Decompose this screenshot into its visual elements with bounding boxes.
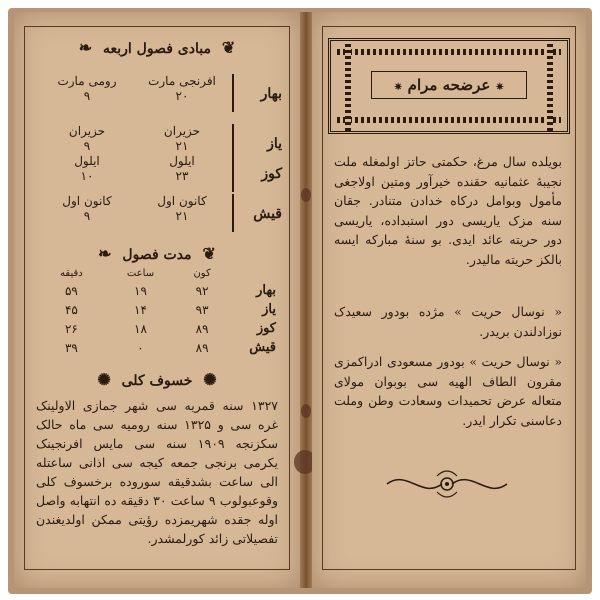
season-name: بهار <box>260 86 282 102</box>
rumi-day: ۹ <box>83 209 91 223</box>
title-ornament-frame <box>328 38 570 134</box>
minute-cell: ۵۹ <box>64 283 78 298</box>
star-ornament-icon: ✺ <box>203 370 217 389</box>
season-name: قیش <box>253 206 282 222</box>
star-ornament-icon: ✺ <box>97 370 111 389</box>
frank-day: ۲۱ <box>175 139 189 153</box>
frank-day: ۲۳ <box>175 169 189 183</box>
book-spine <box>300 12 312 588</box>
seasons-start-heading <box>14 38 300 57</box>
eclipse-paragraph: ۱۳۲۷ سنه قمریه سی شهر جمازی الاولینک غره سی و ۱۳۲۵ سنه رومیه سی ماه حالک سکزنجه ۱۹۰۹ سنه سی مایس افرنجینک یکرمی برنجی جمعه کیجه سی اذانی ساعتله الی ساعت بشدقیقه سوروده برخسوف کلی وقوعبولوب ۹ ساعت ۳۰ دقیقه ده انتهابه واصل اوله جقده شهریمزده رؤیتی ممکن اولدیغندن تفصیلاتی زائد کورلمشدر. <box>36 398 278 546</box>
hour-cell: ۱۸ <box>134 321 147 336</box>
frank-date <box>142 124 222 154</box>
star-ornament-icon: ✷ <box>394 82 403 93</box>
title-bar-top <box>337 49 561 55</box>
frank-date <box>142 194 222 224</box>
right-page-title: عرضحه مرام <box>407 76 491 94</box>
frank-label: افرنجی <box>179 74 216 88</box>
leaf-ornament-icon: ❧ <box>78 38 93 57</box>
right-page <box>312 12 586 588</box>
seasons-duration-title: مدت فصول <box>122 247 192 263</box>
table-row <box>40 319 276 338</box>
binding-hole <box>301 188 311 202</box>
left-page <box>14 12 300 588</box>
intro-paragraph-3: « نوسال حریت » بودور مسعودی ادراکمزی مقرون الطاف الهیه سی بوبوان مولای متعاله عرض تحمیدات وسعادت وطن وملت دعاسنی تکرار ایدر. <box>334 354 562 428</box>
table-row <box>40 300 276 319</box>
season-start-row <box>38 194 282 234</box>
intro-paragraph-1: بویلده سال مرغ، حکمتی حاتز اولمغله ملت نجیبهٔ عثمانیه حقنده خیرآور ومتین اولاجغی مأمول وبوامل درکاه خدادن متنادر. جقان سنه مزک یاریسی دور استبداده، یاریسی دور حریته عائد ایدی. بو سنهٔ مبارکه ایسه بالکز حریته مالیدر. <box>334 154 562 267</box>
rumi-month: مارت <box>57 74 85 88</box>
rumi-day: ۱۰ <box>80 169 94 183</box>
seasons-duration-table <box>40 266 276 357</box>
title-box <box>371 71 527 99</box>
rumi-date <box>42 154 132 184</box>
brace-divider <box>232 194 234 232</box>
title-bar-bottom <box>337 117 561 123</box>
rumi-date <box>42 74 132 104</box>
minute-cell: ۲۶ <box>64 321 78 336</box>
frank-month: حزیران <box>163 124 201 138</box>
rumi-date <box>42 124 132 154</box>
end-ornament-icon <box>382 464 512 504</box>
day-cell: ۸۹ <box>195 321 209 336</box>
rumi-month: کانون اول <box>62 194 112 208</box>
season-name: کوز <box>261 166 282 182</box>
title-post-right <box>547 41 553 131</box>
season-cell: قیش <box>249 340 276 355</box>
rumi-date <box>42 194 132 224</box>
leaf-ornament-icon: ❦ <box>221 38 236 57</box>
season-cell: یاز <box>262 302 276 317</box>
frank-day: ۲۱ <box>175 209 189 223</box>
title-post-left <box>345 41 351 131</box>
minute-col-header: دقیقه <box>60 268 83 279</box>
season-name: یاز <box>267 136 282 152</box>
eclipse-heading <box>14 370 300 389</box>
season-col-header <box>226 266 276 281</box>
day-cell: ۹۲ <box>195 283 209 298</box>
season-start-row <box>38 74 282 114</box>
hour-col-header: ساعت <box>126 268 155 279</box>
hour-cell: ۱۹ <box>134 283 147 298</box>
season-start-row <box>38 154 282 194</box>
frank-month: مارت <box>148 74 176 88</box>
leaf-ornament-icon: ❧ <box>98 244 112 263</box>
rumi-label: رومی <box>88 74 117 88</box>
rumi-month: حزیران <box>68 124 106 138</box>
table-row <box>40 338 276 357</box>
hour-cell: ۰ <box>137 340 144 355</box>
star-ornament-icon: ✷ <box>495 82 504 93</box>
frank-month: ایلول <box>169 154 195 168</box>
intro-paragraph-2: « نوسال حریت » مژده بودور سعیدک نوزادلندن بریدر. <box>334 304 562 339</box>
frank-date <box>142 154 222 184</box>
day-col-header: کون <box>193 268 211 279</box>
day-cell: ۹۳ <box>195 302 209 317</box>
frank-day: ۲۰ <box>175 89 189 103</box>
frank-month: کانون اول <box>157 194 207 208</box>
season-cell: بهار <box>256 283 276 298</box>
rumi-day: ۹ <box>83 89 91 103</box>
table-header-row <box>40 266 276 281</box>
booklet <box>8 8 592 594</box>
season-cell: کوز <box>256 321 276 336</box>
hour-cell: ۱۴ <box>134 302 147 317</box>
day-cell: ۸۹ <box>195 340 209 355</box>
brace-divider <box>232 154 234 192</box>
rumi-month: ایلول <box>74 154 100 168</box>
minute-cell: ۳۹ <box>64 340 78 355</box>
seasons-start-title: مبادی فصول اربعه <box>103 41 211 57</box>
binding-hole <box>301 404 311 418</box>
rumi-day: ۹ <box>83 139 91 153</box>
brace-divider <box>232 74 234 112</box>
eclipse-title: خسوف کلی <box>121 373 193 389</box>
minute-cell: ۴۵ <box>64 302 78 317</box>
frank-date <box>142 74 222 104</box>
seasons-duration-heading <box>14 244 300 263</box>
leaf-ornament-icon: ❦ <box>202 244 216 263</box>
table-row <box>40 281 276 300</box>
